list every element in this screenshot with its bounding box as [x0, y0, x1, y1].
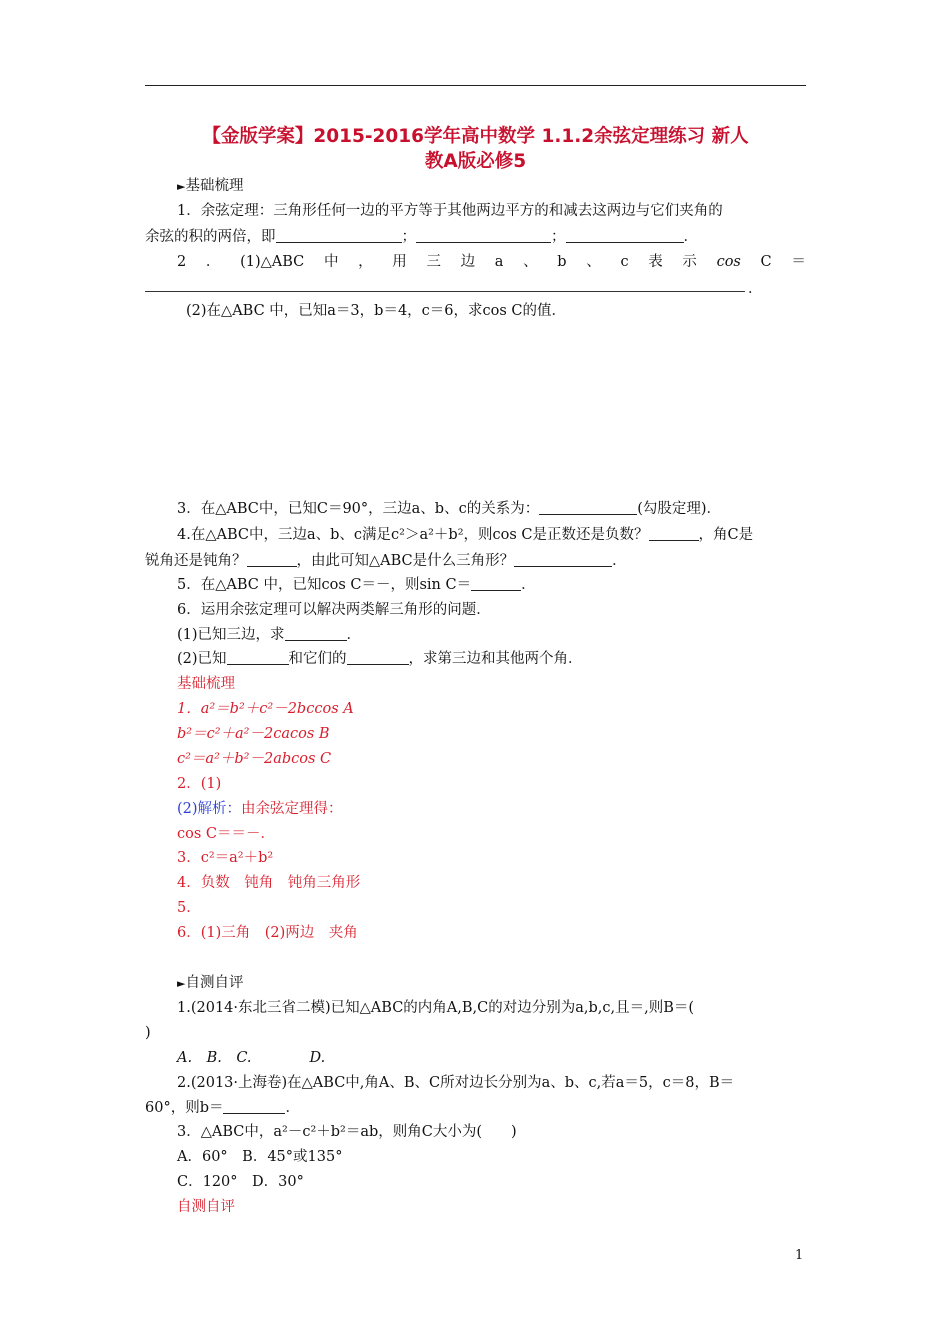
test-q2-blank[interactable]	[223, 1099, 285, 1114]
answer-2c: cos C＝＝－．	[177, 826, 275, 842]
q6-part-1: (1)已知三边，求 ．	[177, 627, 362, 643]
q5-blank[interactable]	[471, 576, 521, 591]
q4-line-2: 锐角还是钝角？ ，由此可知△ABC是什么三角形？ ．	[145, 553, 627, 569]
q5: 5．在△ABC 中，已知cos C＝－，则sin C＝ ．	[177, 577, 536, 593]
answer-5: 5．	[177, 900, 201, 916]
test-q2-line-1: 2.(2013·上海卷)在△ABC中,角A、B、C所对边长分别为a、b、c,若a＝5，c＝8，B＝	[177, 1075, 735, 1091]
answers-heading-basics: 基础梳理	[177, 676, 235, 692]
page-number: 1	[795, 1248, 804, 1263]
q2-answer-blank[interactable]	[145, 291, 745, 292]
test-q3: 3．△ABC中，a²－c²＋b²＝ab，则角C大小为( )	[177, 1124, 517, 1140]
test-q1-line-2: )	[145, 1025, 151, 1041]
q4-blank-2[interactable]	[247, 552, 297, 567]
q1-line-2: 余弦的积的两倍，即 ； ； ．	[145, 229, 698, 245]
q1-blank-3[interactable]	[566, 228, 684, 243]
answers-heading-self-test: 自测自评	[177, 1199, 235, 1215]
triangle-bullet-icon: ►	[177, 977, 186, 990]
q6-blank-3[interactable]	[347, 650, 409, 665]
test-q1-options: A. B. C. D.	[177, 1050, 326, 1066]
answer-1b: b²＝c²＋a²－2cacos B	[177, 726, 330, 742]
q6-blank-1[interactable]	[285, 626, 347, 641]
answer-6: 6．(1)三角 (2)两边 夹角	[177, 925, 358, 941]
header-rule	[145, 85, 806, 86]
q4-blank-1[interactable]	[649, 526, 699, 541]
test-q3-options-1: A．60° B．45°或135°	[177, 1149, 343, 1165]
q2-part-2: (2)在△ABC 中，已知a＝3，b＝4，c＝6，求cos C的值．	[186, 303, 567, 319]
q4-line-1: 4.在△ABC中，三边a、b、c满足c²＞a²＋b²，则cos C是正数还是负数？ ，角C是	[177, 527, 754, 543]
q6-blank-2[interactable]	[227, 650, 289, 665]
triangle-bullet-icon: ►	[177, 180, 186, 193]
answer-2b: (2)解析：由余弦定理得：	[177, 801, 343, 817]
test-q3-options-2: C．120° D．30°	[177, 1174, 304, 1190]
test-q1-line-1: 1.(2014·东北三省二模)已知△ABC的内角A,B,C的对边分别为a,b,c,且＝,则B＝(	[177, 1000, 695, 1016]
answer-4: 4．负数 钝角 钝角三角形	[177, 875, 361, 891]
q6: 6．运用余弦定理可以解决两类解三角形的问题．	[177, 602, 491, 618]
q6-part-2: (2)已知 和它们的 ，求第三边和其他两个角．	[177, 651, 583, 667]
q3-blank[interactable]	[539, 500, 637, 515]
test-q2-line-2: 60°，则b＝ ．	[145, 1100, 300, 1116]
q1-blank-2[interactable]	[416, 228, 551, 243]
section-heading-basics: ►基础梳理	[177, 178, 244, 194]
section-heading-self-test: ►自测自评	[177, 975, 244, 991]
title-line-1: 【金版学案】2015-2016学年高中数学 1.1.2余弦定理练习 新人	[202, 126, 749, 147]
q3: 3．在△ABC中，已知C＝90°，三边a、b、c的关系为： (勾股定理)．	[177, 501, 722, 517]
answer-2a: 2．(1)	[177, 776, 222, 792]
document-title	[145, 124, 806, 174]
q2-line-1: 2 ． (1)△ABC 中 ， 用 三 边 a 、 b 、 c 表 示 cos C ＝	[177, 254, 806, 270]
answer-1a: 1．a²＝b²＋c²－2bccos A	[177, 701, 354, 717]
q4-blank-3[interactable]	[514, 552, 612, 567]
q1-line-1: 1．余弦定理：三角形任何一边的平方等于其他两边平方的和减去这两边与它们夹角的	[177, 203, 723, 219]
q1-blank-1[interactable]	[276, 228, 402, 243]
answer-1c: c²＝a²＋b²－2abcos C	[177, 751, 332, 767]
title-line-2: 教A版必修5	[424, 151, 527, 172]
answer-3: 3．c²＝a²＋b²	[177, 850, 274, 866]
q2-line-end: ．	[748, 281, 763, 297]
